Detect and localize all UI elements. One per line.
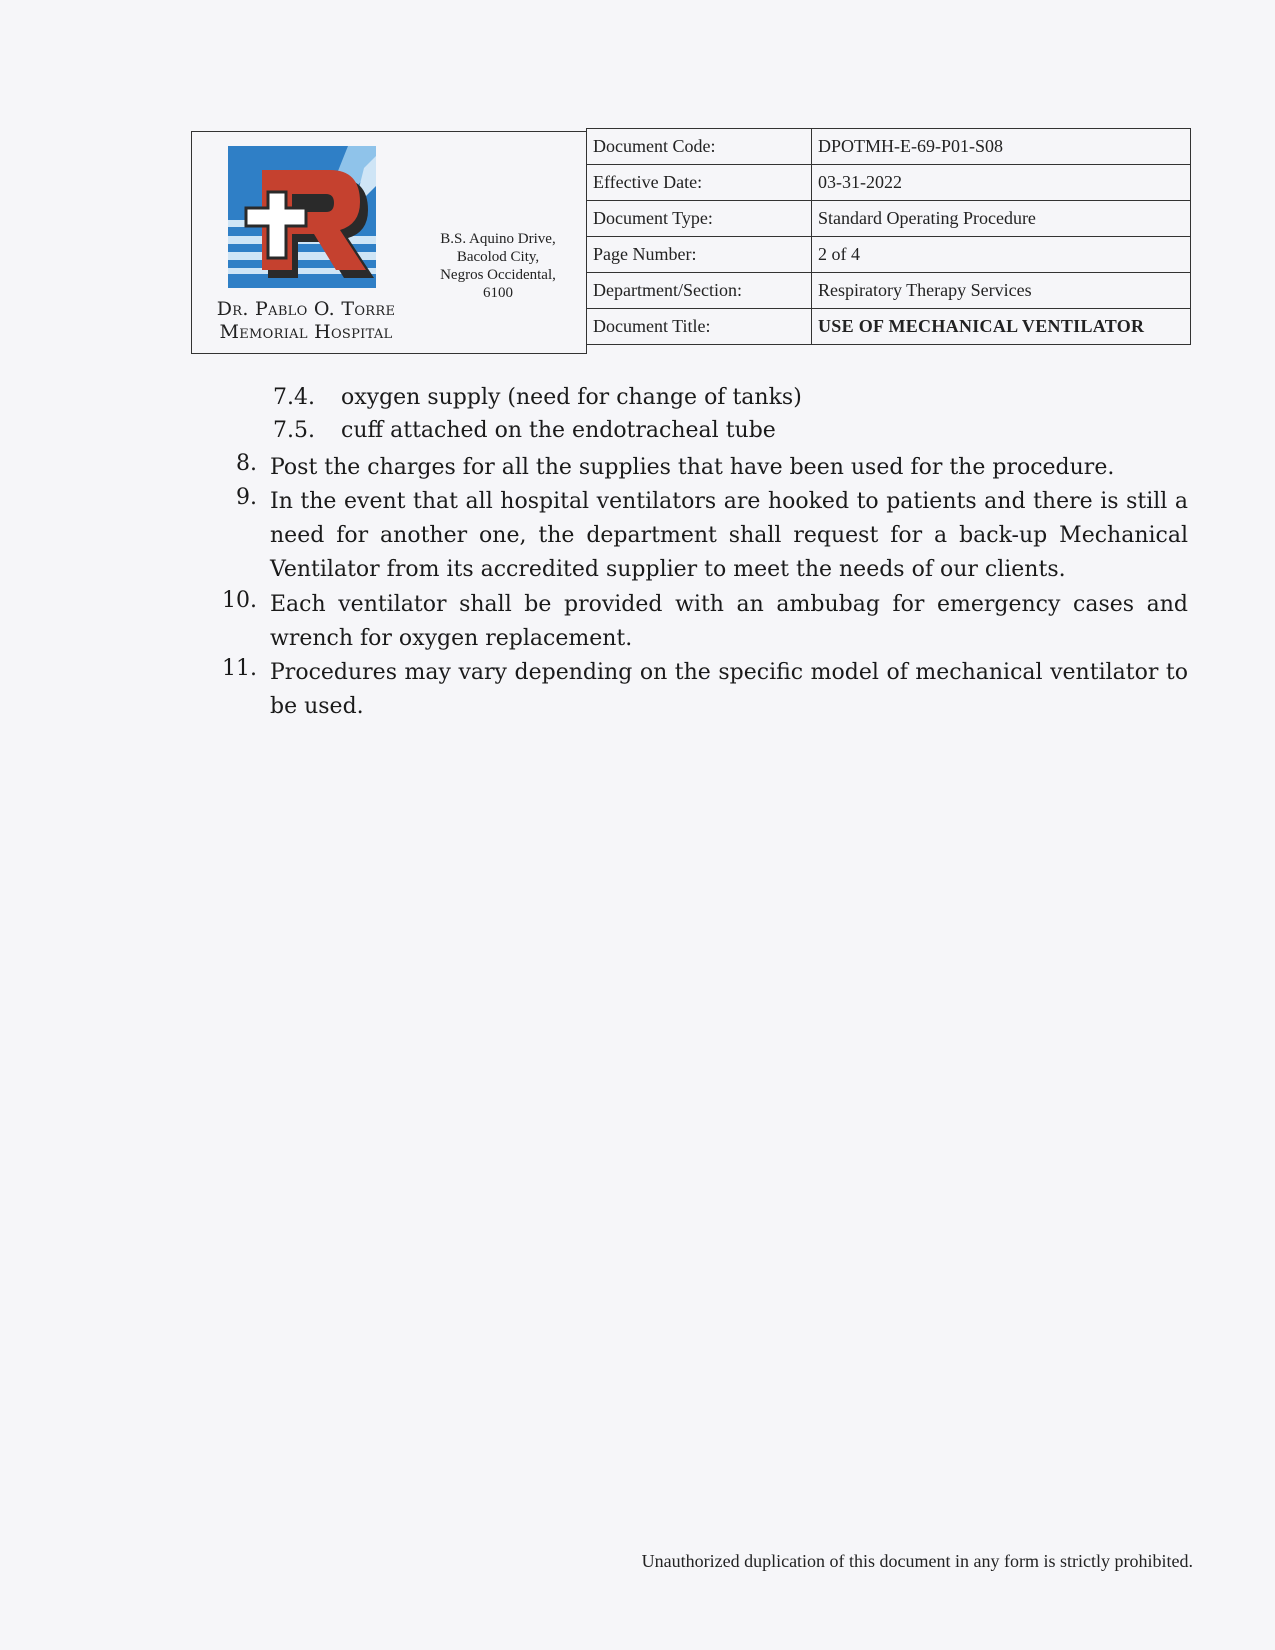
list-item-number: 9.	[236, 485, 257, 510]
address-line: Negros Occidental,	[440, 267, 556, 283]
list-item-number: 10.	[222, 588, 257, 613]
address-line: 6100	[483, 285, 513, 301]
list-item-text	[270, 588, 1188, 656]
sub-item-text: oxygen supply (need for change of tanks)	[341, 385, 802, 410]
hospital-address	[424, 230, 572, 302]
text-line: need for another one, the department shall request for a back-up Mechanical	[270, 523, 1188, 548]
info-row	[587, 273, 1191, 309]
sub-item-number: 7.5.	[273, 418, 315, 443]
list-item-number: 8.	[236, 451, 257, 476]
list-item-text	[270, 485, 1188, 587]
info-row	[587, 129, 1191, 165]
field-value: DPOTMH-E-69-P01-S08	[812, 129, 1191, 165]
field-label: Department/Section:	[587, 273, 812, 309]
field-label: Document Type:	[587, 201, 812, 237]
list-item-number: 11.	[222, 656, 257, 681]
list-item-text	[270, 656, 1188, 724]
field-value: 03-31-2022	[812, 165, 1191, 201]
info-row	[587, 165, 1191, 201]
address-line: B.S. Aquino Drive,	[440, 231, 556, 247]
text-line: be used.	[270, 694, 364, 719]
hospital-name-line1: Dr. Pablo O. Torre	[216, 298, 396, 320]
text-line: In the event that all hospital ventilators are hooked to patients and there is still a	[270, 489, 1188, 514]
text-line: Post the charges for all the supplies that have been used for the procedure.	[270, 455, 1115, 480]
text-line: wrench for oxygen replacement.	[270, 626, 633, 651]
text-line: Ventilator from its accredited supplier to meet the needs of our clients.	[270, 557, 1066, 582]
field-label: Page Number:	[587, 237, 812, 273]
hospital-logo	[228, 146, 384, 296]
info-row	[587, 309, 1191, 345]
footer-notice: Unauthorized duplication of this document in any form is strictly prohibited.	[641, 1551, 1193, 1571]
document-title-value: USE OF MECHANICAL VENTILATOR	[812, 309, 1191, 345]
hospital-info-box	[191, 131, 587, 354]
field-value: 2 of 4	[812, 237, 1191, 273]
info-row	[587, 237, 1191, 273]
text-line: Each ventilator shall be provided with an ambubag for emergency cases and	[270, 592, 1188, 617]
hospital-name-line2: Memorial Hospital	[219, 321, 393, 343]
address-line: Bacolod City,	[456, 249, 540, 265]
hospital-name	[196, 298, 416, 344]
field-label: Document Code:	[587, 129, 812, 165]
sub-item-text: cuff attached on the endotracheal tube	[341, 418, 776, 443]
text-line: Procedures may vary depending on the specific model of mechanical ventilator to	[270, 660, 1188, 685]
sub-item-number: 7.4.	[273, 385, 315, 410]
field-value: Standard Operating Procedure	[812, 201, 1191, 237]
field-label: Effective Date:	[587, 165, 812, 201]
field-value: Respiratory Therapy Services	[812, 273, 1191, 309]
info-row	[587, 201, 1191, 237]
field-label: Document Title:	[587, 309, 812, 345]
list-item-text	[270, 451, 1188, 485]
document-header	[191, 131, 1191, 356]
document-info-table	[586, 128, 1191, 345]
